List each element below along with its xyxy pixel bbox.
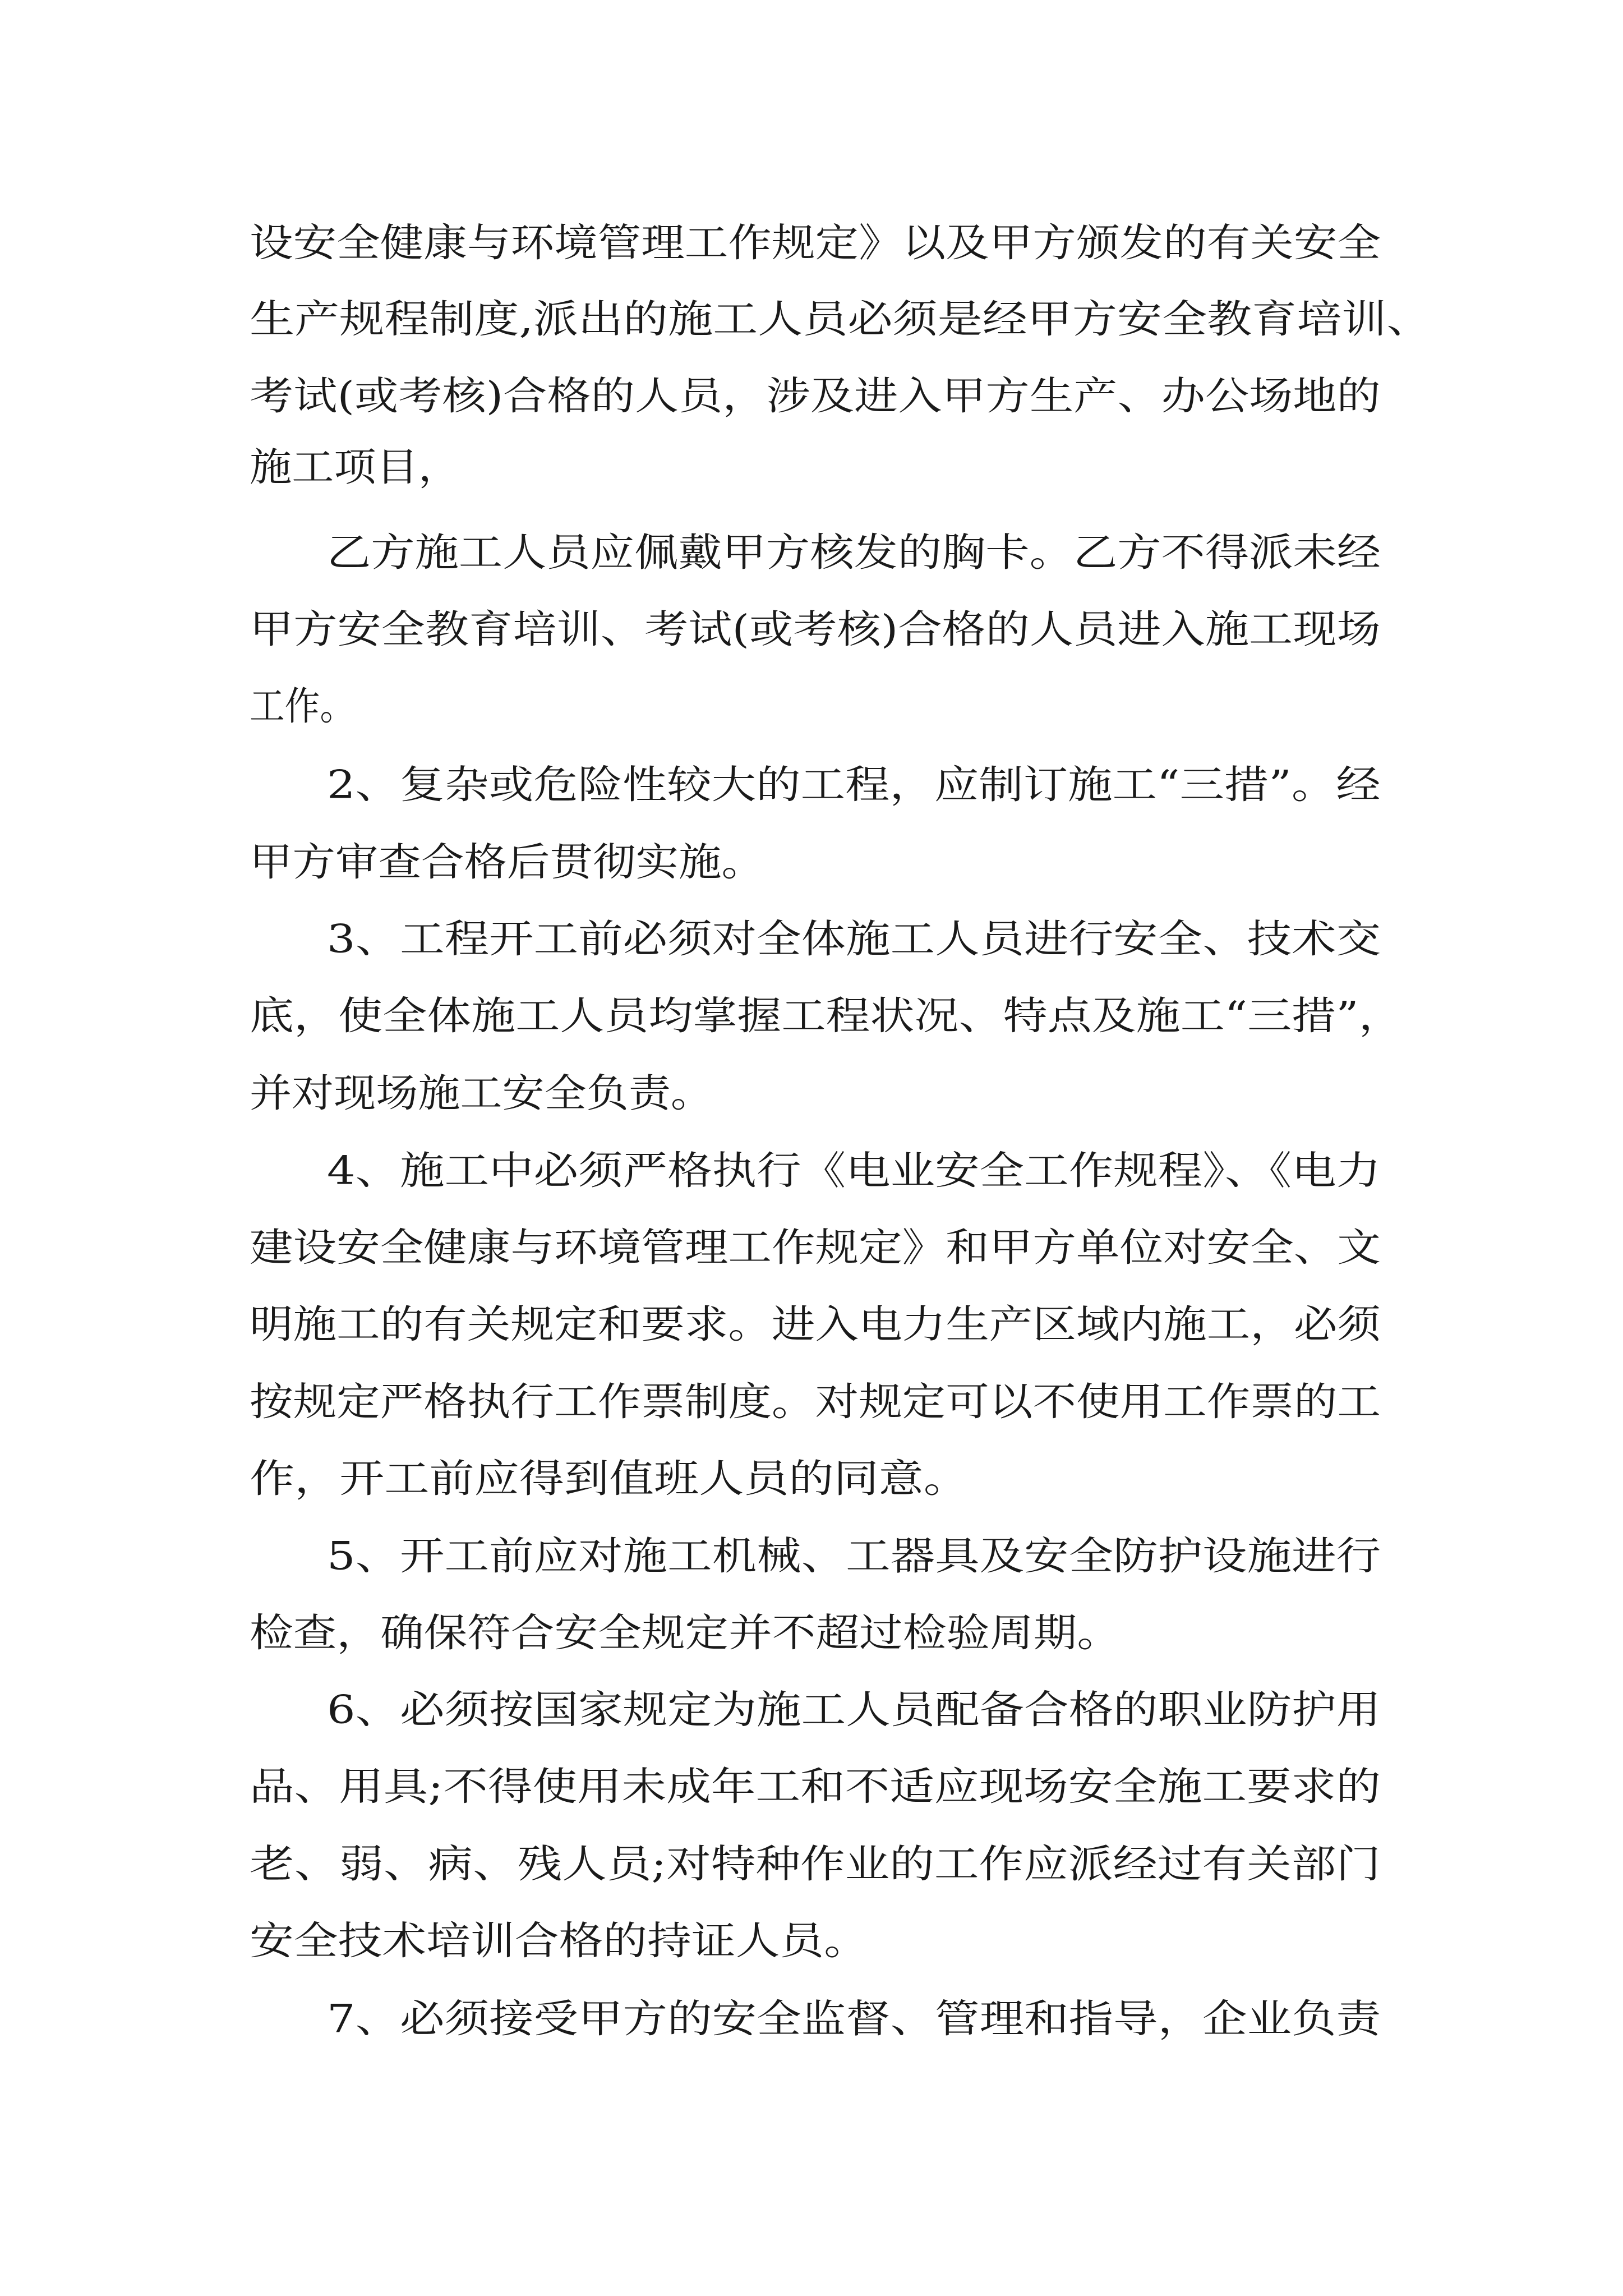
text-line: 底，使全体施工人员均掌握工程状况、特点及施工“三措”，	[250, 993, 1403, 1039]
text-line: 甲方审查合格后贯彻实施。	[250, 839, 764, 885]
text-line: 生产规程制度,派出的施工人员必须是经甲方安全教育培训、	[250, 296, 1432, 342]
text-line: 品、用具;不得使用未成年工和不适应现场安全施工要求的	[250, 1764, 1381, 1810]
text-line: 并对现场施工安全负责。	[250, 1070, 713, 1116]
text-line: 工作。	[250, 683, 355, 729]
text-line: 按规定严格执行工作票制度。对规定可以不使用工作票的工	[250, 1379, 1381, 1425]
text-line: 7、必须接受甲方的安全监督、管理和指导，企业负责	[327, 1996, 1381, 2042]
text-line: 设安全健康与环境管理工作规定》以及甲方颁发的有关安全	[250, 220, 1381, 266]
text-line: 4、施工中必须严格执行《电业安全工作规程》、《电力	[327, 1148, 1381, 1194]
text-line: 5、开工前应对施工机械、工器具及安全防护设施进行	[327, 1533, 1381, 1579]
text-line: 乙方施工人员应佩戴甲方核发的胸卡。乙方不得派未经	[327, 530, 1381, 576]
text-line: 安全技术培训合格的持证人员。	[250, 1918, 869, 1964]
text-line: 6、必须按国家规定为施工人员配备合格的职业防护用	[327, 1687, 1381, 1733]
text-line: 建设安全健康与环境管理工作规定》和甲方单位对安全、文	[250, 1225, 1381, 1271]
text-line: 考试(或考核)合格的人员，涉及进入甲方生产、办公场地的	[250, 373, 1381, 419]
text-line: 3、工程开工前必须对全体施工人员进行安全、技术交	[327, 916, 1381, 962]
text-line: 甲方安全教育培训、考试(或考核)合格的人员进入施工现场	[250, 606, 1381, 652]
text-line: 2、复杂或危险性较大的工程，应制订施工“三措”。经	[327, 762, 1381, 808]
text-line: 老、弱、病、残人员;对特种作业的工作应派经过有关部门	[250, 1841, 1381, 1887]
text-line: 明施工的有关规定和要求。进入电力生产区域内施工，必须	[250, 1301, 1381, 1347]
text-line: 作，开工前应得到值班人员的同意。	[250, 1456, 969, 1502]
text-line: 检查，确保符合安全规定并不超过检验周期。	[250, 1610, 1121, 1656]
text-line: 施工项目，	[250, 444, 460, 490]
